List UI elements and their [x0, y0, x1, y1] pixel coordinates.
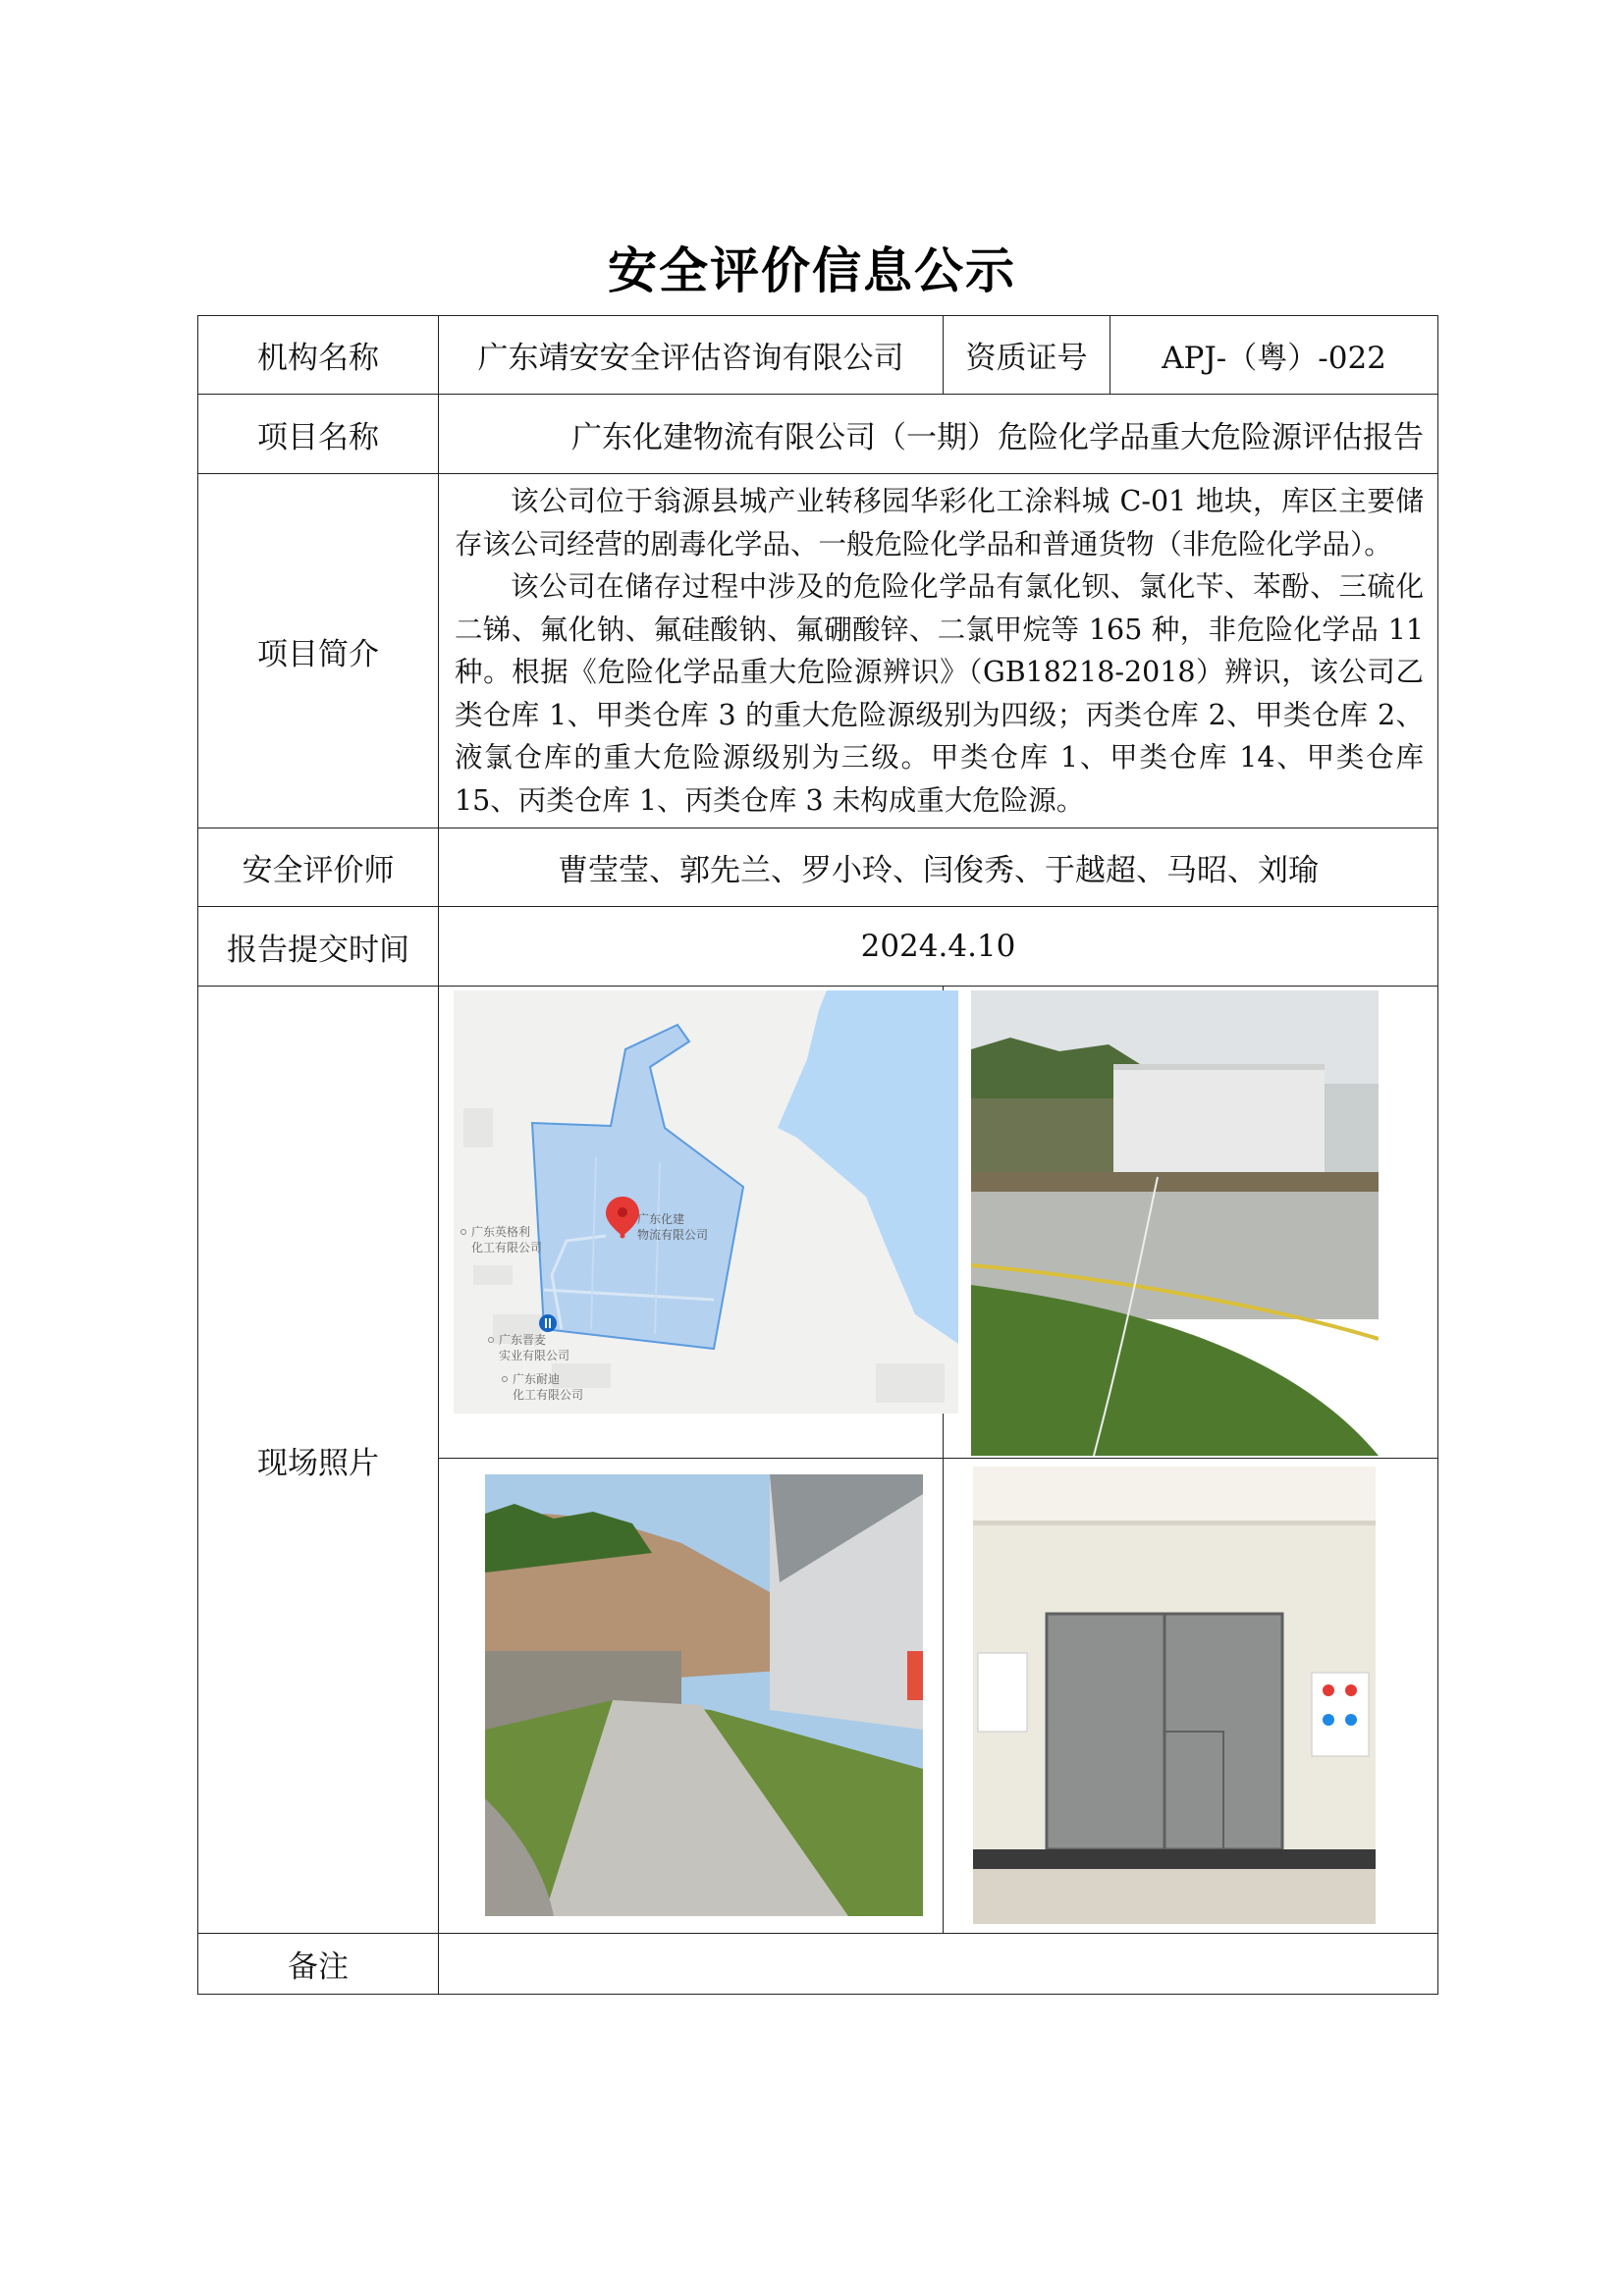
intro-text: [439, 474, 1438, 828]
assessor-value: 曹莹莹、郭先兰、罗小玲、闫俊秀、于越超、马昭、刘瑜: [439, 828, 1438, 907]
map-label-a-1: 广东英格利: [471, 1225, 531, 1239]
photo-cell-1: [944, 987, 1438, 1459]
remark-value: [439, 1934, 1438, 1995]
map-label-pin-1: 广东化建: [637, 1212, 685, 1226]
intro-paragraph-2: 该公司在储存过程中涉及的危险化学品有氯化钡、氯化苄、苯酚、三硫化二锑、氟化钠、氟硅酸钠、氟硼酸锌、二氯甲烷等 165 种，非危险化学品 11 种。根据《危险化学品重大危险源辨识》（GB18218-2018）辨识，该公司乙类仓库 1、甲类仓库 3 的重大危险源级别为四级；丙类仓库 2、甲类仓库 2、液氯仓库的重大危险源级别为三级。甲类仓库 1、甲类仓库 14、甲类仓库 15、丙类仓库 1、丙类仓库 3 未构成重大危险源。: [455, 570, 1424, 817]
assessor-label: 安全评价师: [198, 828, 439, 907]
org-row: [198, 316, 1438, 395]
photos-row-top: [198, 987, 1438, 1459]
photo-cell-2: [439, 1459, 944, 1934]
cert-value: APJ-（粤）-022: [1110, 316, 1438, 395]
map-label-c-1: 广东耐迪: [513, 1372, 561, 1386]
date-label: 报告提交时间: [198, 907, 439, 987]
intro-row: [198, 474, 1438, 828]
project-label: 项目名称: [198, 395, 439, 474]
map-label-b-2: 实业有限公司: [499, 1349, 570, 1362]
site-map-image: [454, 990, 958, 1414]
map-label-c-2: 化工有限公司: [513, 1388, 584, 1402]
parking-icon: [539, 1314, 557, 1332]
project-row: [198, 395, 1438, 474]
date-row: [198, 907, 1438, 987]
site-photo-warehouse-yard: [971, 990, 1379, 1456]
org-value: 广东靖安安全评估咨询有限公司: [439, 316, 944, 395]
remark-row: [198, 1934, 1438, 1995]
remark-label: 备注: [198, 1934, 439, 1995]
info-table: [197, 315, 1438, 1995]
project-value: 广东化建物流有限公司（一期）危险化学品重大危险源评估报告: [439, 395, 1438, 474]
map-label-pin-2: 物流有限公司: [637, 1228, 709, 1242]
cert-label: 资质证号: [944, 316, 1110, 395]
page-title: 安全评价信息公示: [608, 242, 1016, 299]
site-photo-road: [485, 1474, 923, 1916]
org-label: 机构名称: [198, 316, 439, 395]
map-label-a-2: 化工有限公司: [471, 1241, 543, 1255]
assessor-row: [198, 828, 1438, 907]
photos-label: 现场照片: [198, 987, 439, 1934]
intro-paragraph-1: 该公司位于翁源县城产业转移园华彩化工涂料城 C-01 地块，库区主要储存该公司经营的剧毒化学品、一般危险化学品和普通货物（非危险化学品）。: [455, 485, 1424, 561]
date-value: 2024.4.10: [439, 907, 1438, 987]
photo-cell-3: [944, 1459, 1438, 1934]
site-photo-warehouse-door: [973, 1467, 1376, 1924]
map-label-b-1: 广东晋麦: [499, 1333, 547, 1347]
map-cell: [439, 987, 944, 1459]
intro-label: 项目简介: [198, 474, 439, 828]
